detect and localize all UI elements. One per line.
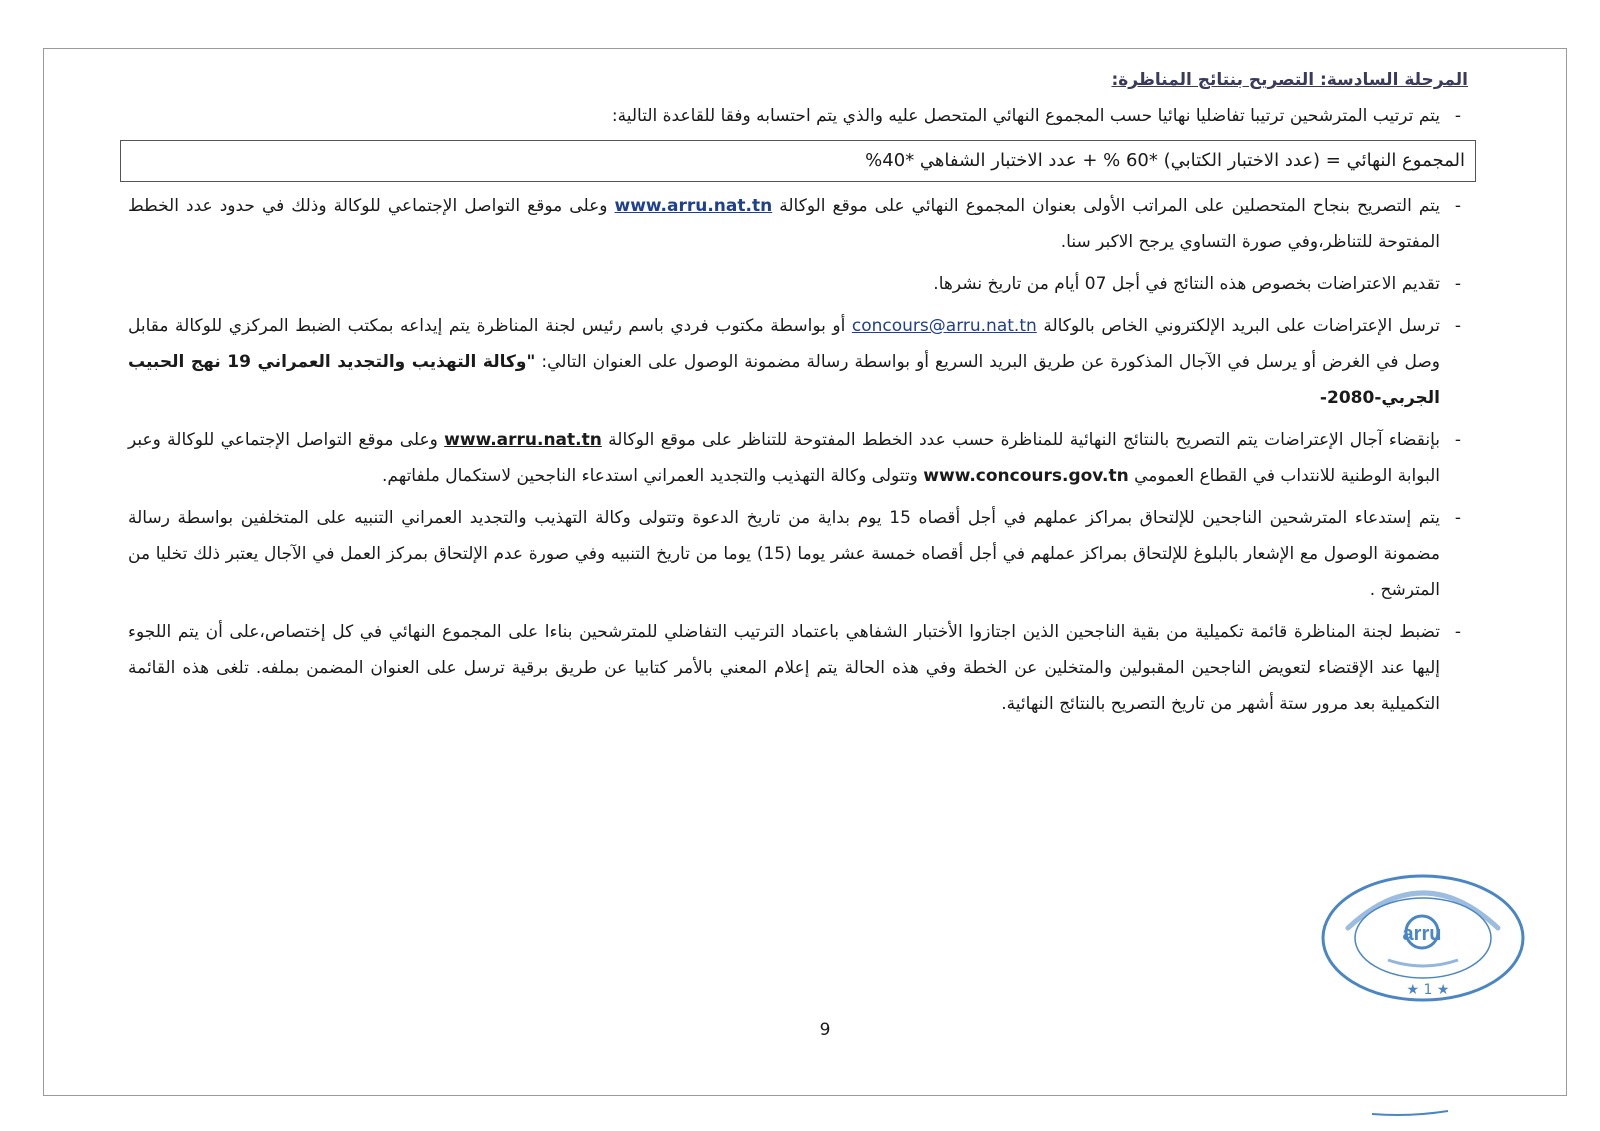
item-text: وتتولى وكالة التهذيب والتجديد العمراني استدعاء الناجحين لاستكمال ملفاتهم. <box>382 466 918 486</box>
postal-address: "وكالة التهذيب والتجديد العمراني 19 نهج الحبيب الجربي-2080- <box>128 352 1440 408</box>
website-link[interactable]: www.arru.nat.tn <box>614 196 773 216</box>
list-item <box>128 614 1468 722</box>
list-item <box>128 500 1468 608</box>
item-text: وعلى موقع التواصل الإجتماعي للوكالة وذلك في حدود عدد الخطط المفتوحة للتناظر،وفي صورة التساوي يرجح الاكبر سنا. <box>128 196 1440 252</box>
website-link[interactable]: www.arru.nat.tn <box>444 430 602 450</box>
pen-mark-decoration <box>1370 1108 1450 1118</box>
item-text: ترسل الإعتراضات على البريد الإلكتروني الخاص بالوكالة <box>1043 316 1440 336</box>
list-item <box>128 188 1468 260</box>
formula-box <box>120 140 1476 182</box>
concours-portal-link[interactable]: www.concours.gov.tn <box>923 466 1129 486</box>
bullet-dash: - <box>1454 106 1462 126</box>
svg-text:arru: arru <box>1402 923 1442 945</box>
item-text: يتم التصريح بنجاح المتحصلين على المراتب الأولى بعنوان المجموع النهائي على موقع الوكالة <box>779 196 1441 216</box>
official-stamp <box>1318 868 1528 1008</box>
item-text: تقديم الاعتراضات بخصوص هذه النتائج في أجل 07 أيام من تاريخ نشرها. <box>933 274 1440 294</box>
page-number: 9 <box>819 1020 831 1040</box>
document-body <box>128 62 1468 728</box>
list-item <box>128 422 1468 494</box>
list-item <box>128 98 1468 134</box>
item-text: بإنقضاء آجال الإعتراضات يتم التصريح بالنتائج النهائية للمناظرة حسب عدد الخطط المفتوحة للتناظر على موقع الوكالة <box>608 430 1441 450</box>
bullet-dash: - <box>1454 430 1462 450</box>
list-item <box>128 266 1468 302</box>
item-text: يتم إستدعاء المترشحين الناجحين للإلتحاق بمراكز عملهم في أجل أقصاه 15 يوم بداية من تاريخ الدعوة وتتولى وكالة التهذيب والتجديد العمراني التنبيه على المتخلفين بواسطة رسالة مضمونة الوصول مع الإشعار بالبلوغ للإلتحاق بمراكز عملهم في أجل أقصاه خمسة عشر يوما (15) يوما من تاريخ التنبيه وفي صورة عدم الإلتحاق بمركز العمل في الآجال يعتبر ذلك تخليا من المترشح . <box>128 508 1440 600</box>
item-text: يتم ترتيب المترشحين ترتيبا تفاضليا نهائيا حسب المجموع النهائي المتحصل عليه والذي يتم احتسابه وفقا للقاعدة التالية: <box>611 106 1440 126</box>
bullet-dash: - <box>1454 316 1462 336</box>
formula-text: المجموع النهائي = (عدد الاختبار الكتابي) *60 % + عدد الاختبار الشفاهي *40% <box>865 150 1465 171</box>
item-text: أو بواسطة مكتوب فردي باسم رئيس لجنة المناظرة يتم إيداعه بمكتب الضبط المركزي للوكالة مقابل وصل في الغرض أو يرسل في الآجال المذكورة عن طريق البريد السريع أو بواسطة رسالة مضمونة الوصول على العنوان التالي: <box>128 316 1441 372</box>
list-item <box>128 308 1468 416</box>
bullet-dash: - <box>1454 508 1462 528</box>
email-link[interactable]: concours@arru.nat.tn <box>851 316 1037 336</box>
item-text: وعلى موقع التواصل الإجتماعي للوكالة وعبر البوابة الوطنية للانتداب في القطاع العمومي <box>128 430 1440 486</box>
item-text: تضبط لجنة المناظرة قائمة تكميلية من بقية الناجحين الذين اجتازوا الأختبار الشفاهي باعتماد الترتيب التفاضلي للمترشحين بناءا على المجموع النهائي في كل إختصاص،على أن يتم اللجوء إليها عند الإقتضاء لتعويض الناجحين المقبولين والمتخلين عن الخطة وفي هذه الحالة يتم إعلام المعني بالأمر كتابيا عن طريق برقية ترسل على العنوان المضمن بملفه. تلغى هذه القائمة التكميلية بعد مرور ستة أشهر من تاريخ التصريح بالنتائج النهائية. <box>128 622 1440 714</box>
section-heading: المرحلة السادسة: التصريح بنتائج المناظرة: <box>1111 70 1468 90</box>
svg-text:★ 1 ★: ★ 1 ★ <box>1406 982 1450 998</box>
bullet-dash: - <box>1454 274 1462 294</box>
bullet-dash: - <box>1454 196 1462 216</box>
bullet-dash: - <box>1454 622 1462 642</box>
